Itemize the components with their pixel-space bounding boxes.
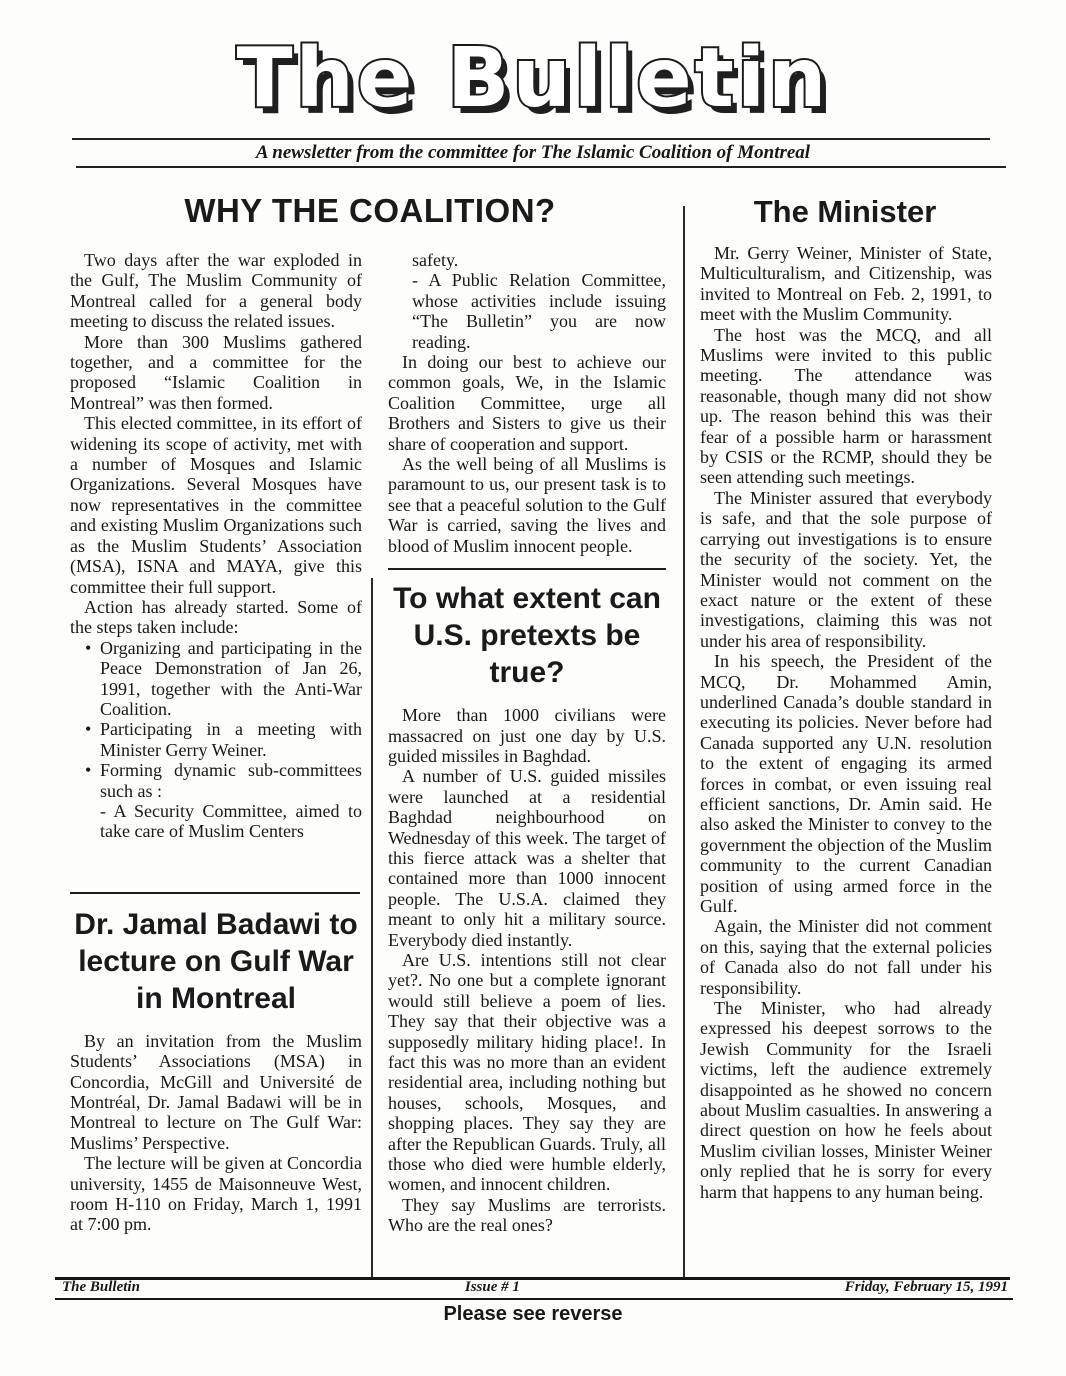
coalition-headline: WHY THE COALITION? [184, 192, 556, 229]
column-middle [388, 250, 666, 1236]
masthead-tagline: A newsletter from the committee for The Islamic Coalition of Montreal [255, 142, 811, 163]
badawi-headline: Dr. Jamal Badawi to lecture on Gulf War in Montreal [74, 907, 358, 1015]
badawi-paragraph-2: The lecture will be given at Concordia university, 1455 de Maisonneuve West, room H-110 on Friday, March 1, 1991 at 7:00 pm. [70, 1153, 362, 1235]
sub-item-public-relation-committee: - A Public Relation Committee, whose activities include issuing “The Bulletin” you are now reading. [412, 270, 666, 352]
coalition-paragraph-1: Two days after the war exploded in the Gulf, The Muslim Community of Montreal called for a general body meeting to discuss the related issues. [70, 250, 362, 332]
minister-paragraph-1: Mr. Gerry Weiner, Minister of State, Multiculturalism, and Citizenship, was invited to Montreal on Feb. 2, 1991, to meet with the Muslim Community. [700, 243, 992, 325]
minister-paragraph-3: The Minister assured that everybody is safe, and that the sole purpose of carrying out investigations is to ensure the security of the society. Yet, the Minister would not comment on the exact nature or the extent of these investigations, claiming this was not under his area of responsibility. [700, 487, 992, 651]
footer-date: Friday, February 15, 1991 [844, 1279, 1008, 1295]
column-left [70, 250, 362, 1235]
pretexts-paragraph-2: A number of U.S. guided missiles were launched at a residential Baghdad neighbourhood on Wednesday of this week. The target of this fierce attack was a shelter that contained more than 1000 innocent people. The U.S.A. claimed they meant to only hit a military source. Everybody died instantly. [388, 766, 666, 950]
badawi-article-divider [70, 892, 360, 894]
coalition-paragraph-4: Action has already started. Some of the steps taken include: [70, 596, 362, 638]
minister-paragraph-5: Again, the Minister did not comment on this, saying that the external policies of Canada also do not fall under his responsibility. [700, 916, 992, 998]
footer-rule-bottom [55, 1298, 1013, 1300]
coalition-continuation-line: safety. [412, 250, 459, 270]
minister-paragraph-2: The host was the MCQ, and all Muslims were invited to this public meeting. The attendance was reasonable, though many did not show up. The reason behind this was their fear of a possible harm or harassment by CSIS or the RCMP, should they be seen attending such meetings. [700, 324, 992, 488]
masthead-title: The Bulletin [236, 31, 830, 126]
coalition-paragraph-5: In doing our best to achieve our common goals, We, in the Islamic Coalition Committee, urge all Brothers and Sisters to give us their share of cooperation and support. [388, 352, 666, 454]
pretexts-paragraph-4: They say Muslims are terrorists. Who are the real ones? [388, 1194, 666, 1236]
pretexts-paragraph-1: More than 1000 civilians were massacred on just one day by U.S. guided missiles in Baghdad. [388, 705, 666, 766]
footer-row [62, 1279, 1008, 1296]
footer-newsletter-name: The Bulletin [62, 1279, 140, 1295]
bullet-item-peace-demonstration: • Organizing and participating in the Peace Demonstration of Jan 26, 1991, together with the Anti-War Coalition. [70, 638, 362, 720]
minister-paragraph-4: In his speech, the President of the MCQ, Dr. Mohammed Amin, underlined Canada’s double standard in executing its policies. Never before had Canada supported any U.N. resolution to the extent of engaging its armed forces in combat, or even issuing real efficient sanctions, Dr. Amin said. He also asked the Minister to convey to the government the objection of the Muslim community to the current Canadian position of using armed force in the Gulf. [700, 651, 992, 916]
minister-paragraph-6: The Minister, who had already expressed his deepest sorrows to the Jewish Community for the Israeli victims, left the audience extremely disappointed as he showed no concern about Muslim casualties. In answering a direct question on how he feels about Muslim civilian losses, Minister Weiner only replied that he is sorry for every harm that happens to any human being. [700, 998, 992, 1202]
coalition-paragraph-2: More than 300 Muslims gathered together, and a committee for the proposed “Islamic Coalition in Montreal” was then formed. [70, 331, 362, 413]
tagline-rule-bottom [76, 166, 1006, 168]
column-divider-left [371, 578, 373, 1277]
see-reverse-note: Please see reverse [443, 1303, 623, 1325]
pretexts-headline: To what extent can U.S. pretexts be true? [393, 582, 661, 690]
column-divider-right [683, 206, 685, 1277]
badawi-paragraph-1: By an invitation from the Muslim Students’ Associations (MSA) in Concordia, McGill and Université de Montréal, Dr. Jamal Badawi will be in Montreal to lecture on The Gulf War: Muslims’ Perspective. [70, 1030, 362, 1153]
pretexts-article-divider [388, 568, 666, 570]
bullet-item-minister-meeting: • Participating in a meeting with Minister Gerry Weiner. [70, 719, 362, 760]
sub-item-security-committee: - A Security Committee, aimed to take care of Muslim Centers [100, 800, 362, 842]
footer-issue-number: Issue # 1 [464, 1279, 520, 1295]
coalition-paragraph-3: This elected committee, in its effort of widening its scope of activity, met with a number of Mosques and Islamic Organizations. Several Mosques have now representatives in the committee and existing Muslim Organizations such as the Muslim Students’ Association (MSA), ISNA and MAYA, give this committee their full support. [70, 413, 362, 597]
minister-headline: The Minister [753, 194, 937, 229]
pretexts-paragraph-3: Are U.S. intentions still not clear yet?. No one but a complete ignorant would still believe a poem of lies. They say that their objective was a supposedly military hiding place!. In fact this was no more than an evident residential area, including nothing but houses, schools, Mosques, and shopping places. They say they are after the Republican Guards. Truly, all those who died were humble elderly, women, and innocent children. [388, 949, 666, 1195]
bullet-item-sub-committees: • Forming dynamic sub-committees such as : [70, 760, 362, 801]
coalition-paragraph-6: As the well being of all Muslims is paramount to us, our present task is to see that a peaceful solution to the Gulf War is carried, saving the lives and blood of Muslim innocent people. [388, 454, 666, 556]
column-right [700, 243, 992, 1202]
